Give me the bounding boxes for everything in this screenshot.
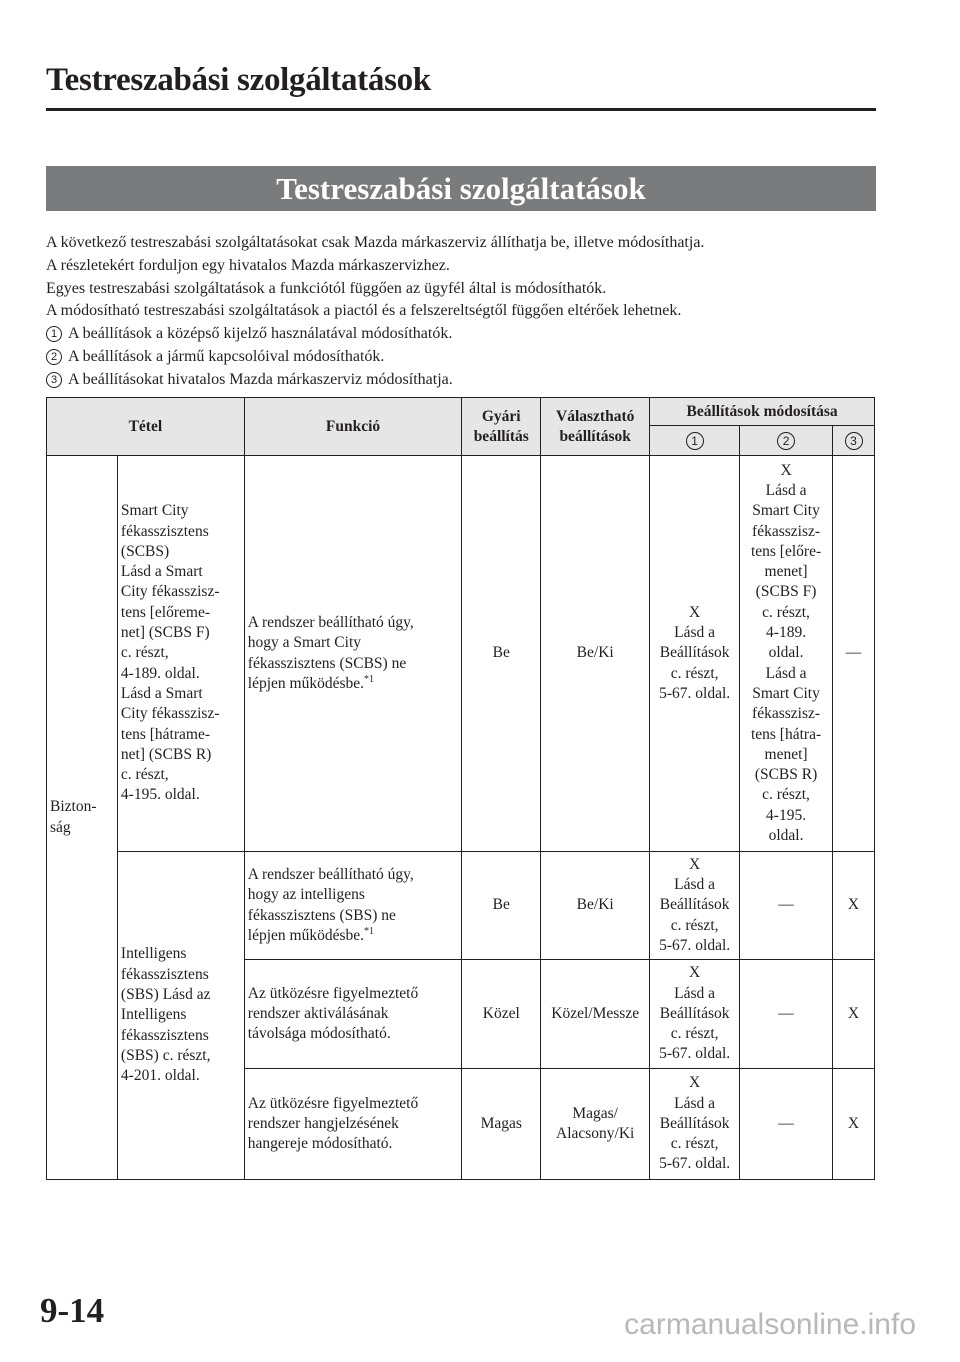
method-2-cell: — xyxy=(740,1069,833,1180)
intro-line: A részletekért forduljon egy hivatalos Mazda márkaszervizhez. xyxy=(46,256,450,274)
section-title: Testreszabási szolgáltatások xyxy=(46,166,876,211)
default-cell: Közel xyxy=(462,960,541,1069)
circled-number-icon: 1 xyxy=(46,326,62,342)
page-number: 9-14 xyxy=(40,1291,105,1330)
method-1-cell: X Lásd a Beállítások c. részt, 5-67. oldal. xyxy=(650,1069,740,1180)
note-text: A beállítások a jármű kapcsolóival módosíthatók. xyxy=(68,347,385,365)
method-2-cell: — xyxy=(740,852,833,960)
header-rule xyxy=(46,108,876,111)
item-cell: Smart City fékasszisztens (SCBS) Lásd a Smart City fékasszisz- tens [előreme- net] (SCBS F) c. részt, 4-189. oldal. Lásd a Smart City fékasszisz- tens [hátrame- net] (SCBS R) c. részt, 4-195. oldal. xyxy=(117,456,244,852)
note-item xyxy=(46,369,886,392)
footnote-marker: *1 xyxy=(364,673,375,685)
category-cell: Bizton- ság xyxy=(47,456,118,1180)
footnote-marker: *1 xyxy=(364,925,375,937)
selectable-cell: Közel/Messze xyxy=(541,960,650,1069)
header-method-1 xyxy=(650,426,740,456)
intro-line: A következő testreszabási szolgáltatásokat csak Mazda márkaszerviz állíthatja be, illetve módosíthatja. xyxy=(46,234,705,251)
method-3-cell: — xyxy=(833,456,875,852)
function-text: A rendszer beállítható úgy, hogy a Smart City fékasszisztens (SCBS) ne lépjen működésbe. xyxy=(247,613,414,692)
table-row xyxy=(47,456,875,852)
intro-text xyxy=(46,232,886,392)
header-function: Funkció xyxy=(244,398,462,456)
header-change: Beállítások módosítása xyxy=(650,398,875,426)
note-text: A beállítások a középső kijelző használatával módosíthatók. xyxy=(68,325,453,343)
selectable-cell: Magas/ Alacsony/Ki xyxy=(541,1069,650,1180)
method-2-cell: X Lásd a Smart City fékasszisz- tens [előre- menet] (SCBS F) c. részt, 4-189. oldal. Lásd a Smart City fékasszisz- tens [hátra- menet] (SCBS R) c. részt, 4-195. oldal. xyxy=(740,456,833,852)
method-3-cell: X xyxy=(833,1069,875,1180)
header-default: Gyári beállítás xyxy=(462,398,541,456)
header-item: Tétel xyxy=(47,398,245,456)
page-header-title: Testreszabási szolgáltatások xyxy=(46,62,431,98)
method-2-cell: — xyxy=(740,960,833,1069)
selectable-cell: Be/Ki xyxy=(541,456,650,852)
circled-number-icon: 2 xyxy=(777,432,795,450)
selectable-cell: Be/Ki xyxy=(541,852,650,960)
header-method-2 xyxy=(740,426,833,456)
default-cell: Magas xyxy=(462,1069,541,1180)
circled-number-icon: 2 xyxy=(46,349,62,365)
intro-line: Egyes testreszabási szolgáltatások a funkciótól függően az ügyfél által is módosíthatók. xyxy=(46,279,607,297)
table-row xyxy=(47,852,875,960)
circled-number-icon: 3 xyxy=(845,432,863,450)
intro-line: A módosítható testreszabási szolgáltatások a piactól és a felszereltségtől függően eltérőek lehetnek. xyxy=(46,302,682,320)
method-3-cell: X xyxy=(833,960,875,1069)
method-1-cell: X Lásd a Beállítások c. részt, 5-67. oldal. xyxy=(650,960,740,1069)
default-cell: Be xyxy=(462,852,541,960)
note-text: A beállításokat hivatalos Mazda márkaszerviz módosíthatja. xyxy=(68,370,453,388)
note-item xyxy=(46,346,886,369)
function-cell: Az ütközésre figyelmeztető rendszer hangjelzésének hangereje módosítható. xyxy=(244,1069,462,1180)
header-selectable: Választható beállítások xyxy=(541,398,650,456)
function-cell: Az ütközésre figyelmeztető rendszer aktiválásának távolsága módosítható. xyxy=(244,960,462,1069)
method-1-cell: X Lásd a Beállítások c. részt, 5-67. oldal. xyxy=(650,852,740,960)
default-cell: Be xyxy=(462,456,541,852)
note-item xyxy=(46,323,886,346)
method-3-cell: X xyxy=(833,852,875,960)
circled-number-icon: 3 xyxy=(46,372,62,388)
watermark-text: carmanualsonline.info xyxy=(624,1308,916,1341)
function-cell xyxy=(244,456,462,852)
circled-number-icon: 1 xyxy=(686,432,704,450)
function-cell xyxy=(244,852,462,960)
function-text: A rendszer beállítható úgy, hogy az intelligens fékasszisztens (SBS) ne lépjen működésbe. xyxy=(247,865,414,944)
header-method-3 xyxy=(833,426,875,456)
method-1-cell: X Lásd a Beállítások c. részt, 5-67. oldal. xyxy=(650,456,740,852)
settings-table xyxy=(46,397,875,1180)
item-cell: Intelligens fékasszisztens (SBS) Lásd az Intelligens fékasszisztens (SBS) c. részt, 4-201. oldal. xyxy=(117,852,244,1180)
